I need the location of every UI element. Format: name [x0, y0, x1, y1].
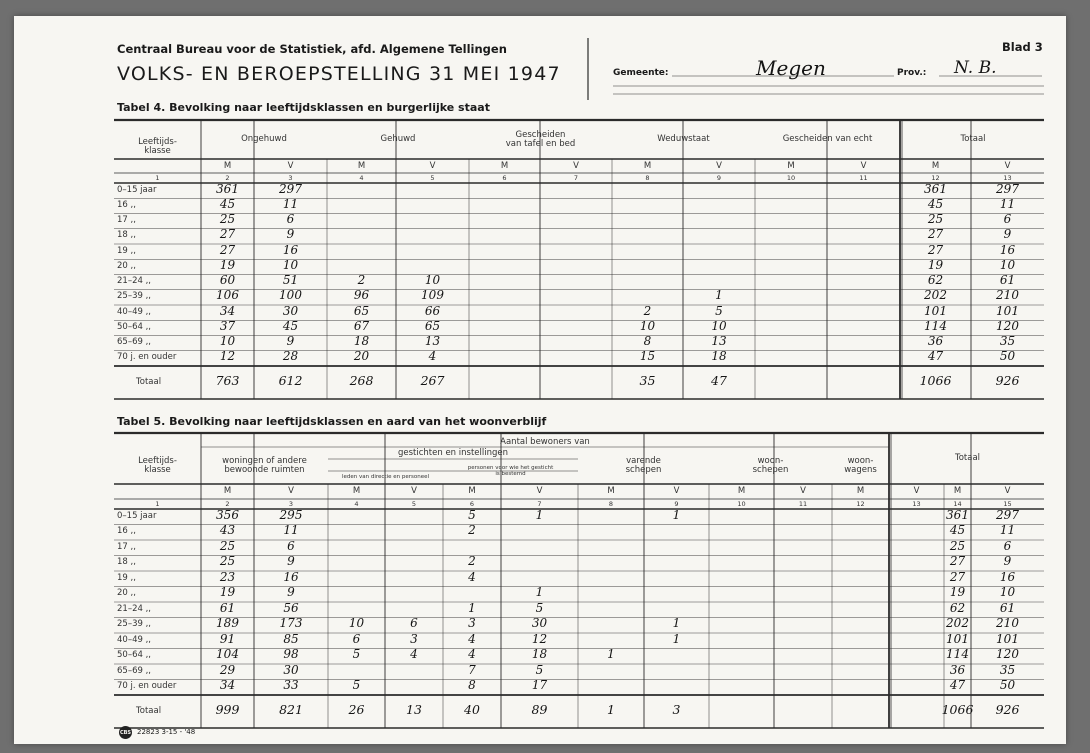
table5-value-cell: 1: [535, 507, 544, 522]
table5-value-cell: 1: [468, 600, 476, 615]
table5-value-cell: 50: [999, 678, 1016, 693]
table5-value-cell: 101: [946, 631, 969, 646]
table4-value-cell: 114: [924, 318, 947, 333]
table5-value-cell: 3: [410, 631, 418, 646]
table4-value-cell: 1: [715, 288, 723, 303]
table5-value-cell: 295: [279, 507, 303, 522]
table4-value-cell: 6: [286, 212, 295, 227]
table5-value-cell: 210: [996, 616, 1019, 631]
table5-group-header: woningen of andere bewoonde ruimten: [222, 455, 307, 475]
table4-value-cell: 96: [353, 288, 370, 303]
table4-col-number: 11: [859, 173, 868, 182]
table5-value-cell: 6: [1003, 538, 1012, 553]
table4-title: Tabel 4. Bevolking naar leeftijdsklassen en burgerlijke staat: [117, 101, 490, 114]
table4-col-number: 4: [359, 173, 364, 182]
table5-value-cell: 173: [279, 616, 303, 631]
table5-age-label: 40–49 ,,: [117, 634, 151, 645]
table5-value-cell: 10: [999, 585, 1016, 600]
table4-value-cell: 6: [1003, 212, 1012, 227]
table5-sex-label: V: [536, 486, 543, 497]
table5-col-number: 8: [608, 499, 614, 508]
table4-total-cell: 268: [349, 372, 374, 388]
table5-value-cell: 62: [949, 600, 966, 615]
table5-age-label: 21–24 ,,: [117, 603, 151, 614]
table5-col-number: 14: [953, 499, 962, 508]
table4-value-cell: 16: [282, 242, 299, 257]
table5-col-number: 6: [469, 499, 475, 508]
table5-value-cell: 11: [999, 523, 1016, 538]
table4-value-cell: 4: [428, 349, 437, 364]
table5-value-cell: 36: [949, 662, 966, 677]
table4-value-cell: 297: [279, 181, 302, 196]
table5-value-cell: 1: [672, 616, 681, 631]
table5-sex-label: V: [913, 486, 920, 497]
table4-value-cell: 60: [219, 273, 236, 288]
table4-value-cell: 101: [924, 303, 947, 318]
table4-sex-label: V: [429, 160, 436, 171]
table4-value-cell: 9: [1003, 227, 1012, 242]
table4-col-number: 5: [430, 173, 435, 182]
table5-value-cell: 3: [468, 616, 476, 631]
table5-value-cell: 4: [468, 647, 476, 662]
table5-col-number: 3: [288, 499, 294, 508]
table4-sex-label: M: [357, 160, 366, 171]
table5-value-cell: 34: [219, 678, 236, 693]
table5-value-cell: 19: [949, 585, 966, 600]
cbs-logo: CBS: [119, 726, 132, 739]
table5-value-cell: 33: [283, 678, 299, 693]
table4-group-header: Weduwstaat: [657, 134, 710, 145]
table4-value-cell: 61: [999, 273, 1016, 288]
table5-age-header: Leeftijds- klasse: [138, 456, 177, 475]
table5-col-number: 5: [411, 499, 417, 508]
table4-total-cell: 1066: [919, 372, 952, 388]
table5-value-cell: 61: [999, 600, 1016, 615]
table4-total-cell: 35: [639, 372, 656, 388]
table5-value-cell: 114: [946, 647, 969, 662]
province-value: N. B.: [954, 58, 997, 78]
table5-value-cell: 27: [949, 569, 966, 584]
table5-sex-label: M: [737, 486, 746, 497]
table5-value-cell: 9: [287, 585, 295, 600]
table5-value-cell: 12: [531, 631, 548, 646]
table5-age-label: 17 ,,: [117, 541, 136, 552]
table4-age-label: 21–24 ,,: [117, 276, 151, 287]
table5-age-label: 25–39 ,,: [117, 619, 151, 630]
table5-value-cell: 25: [219, 538, 236, 553]
table5-value-cell: 30: [283, 662, 299, 677]
table5-value-cell: 5: [352, 647, 361, 662]
table5-sex-label: V: [800, 486, 806, 497]
table5-col-number: 9: [674, 499, 679, 508]
table5-value-cell: 2: [468, 554, 476, 569]
table5-value-cell: 91: [219, 631, 236, 646]
table4-sex-label: V: [573, 160, 579, 171]
table5-value-cell: 56: [283, 600, 299, 615]
table5-value-cell: 61: [219, 600, 236, 615]
table4-value-cell: 65: [353, 303, 370, 318]
table4-value-cell: 120: [996, 318, 1019, 333]
table4-value-cell: 12: [219, 349, 236, 364]
table4-group-header: Gescheiden van tafel en bed: [505, 129, 576, 149]
table4-value-cell: 15: [639, 349, 656, 364]
table5-sex-label: M: [352, 486, 361, 497]
table5-sex-label: V: [411, 486, 417, 497]
table5-value-cell: 5: [535, 600, 544, 615]
table5-value-cell: 1: [607, 647, 615, 662]
table4-total-cell: 47: [711, 372, 727, 388]
table5-value-cell: 8: [468, 678, 476, 693]
table4-col-number: 6: [502, 173, 507, 182]
table5-value-cell: 30: [531, 616, 548, 631]
table5-value-cell: 1: [672, 507, 681, 522]
table5-age-label: 18 ,,: [117, 557, 136, 568]
table5-value-cell: 18: [531, 647, 548, 662]
table5-value-cell: 35: [999, 662, 1016, 677]
table5-value-cell: 47: [949, 678, 966, 693]
table4-sex-label: M: [931, 160, 940, 171]
table5-value-cell: 189: [216, 616, 239, 631]
table4-value-cell: 2: [357, 273, 366, 288]
table5-sex-label: M: [607, 486, 615, 497]
table4-value-cell: 67: [353, 318, 370, 333]
table5-group-header: gestichten en instellingen: [397, 447, 508, 458]
table4-total-cell: 612: [278, 372, 303, 388]
table5-value-cell: 5: [352, 678, 361, 693]
table5-total-cell: 26: [348, 701, 365, 717]
table4-age-label: 16 ,,: [117, 199, 136, 210]
table4-total-cell: 267: [420, 372, 445, 388]
table4-value-cell: 62: [927, 273, 944, 288]
table5-age-label: 16 ,,: [117, 526, 136, 537]
table5-col-number: 13: [912, 499, 921, 508]
table5-sex-label: V: [288, 486, 294, 497]
table4-age-label: 65–69 ,,: [117, 337, 151, 348]
table5-value-cell: 7: [468, 662, 476, 677]
table5-value-cell: 29: [219, 662, 236, 677]
table5-col-number: 11: [798, 499, 808, 508]
table5-total-label: Totaal: [136, 705, 162, 716]
table4-col-number: 2: [225, 173, 230, 182]
table4-value-cell: 10: [219, 334, 236, 349]
table4-total-cell: 926: [995, 372, 1020, 388]
table5-value-cell: 2: [468, 523, 476, 538]
table4-value-cell: 5: [715, 303, 723, 318]
table4-value-cell: 106: [216, 288, 239, 303]
table4-value-cell: 27: [219, 242, 236, 257]
gemeente-value: Megen: [756, 56, 826, 80]
table4-value-cell: 30: [282, 303, 299, 318]
table5-age-label: 65–69 ,,: [117, 665, 151, 676]
table4-value-cell: 65: [424, 318, 441, 333]
table5-group-header: varende schepen: [625, 455, 662, 475]
table4-value-cell: 16: [999, 242, 1016, 257]
print-code: 22823 3-15 - '48: [137, 728, 196, 736]
table5-sex-label: V: [673, 486, 680, 497]
table5-total-cell: 3: [672, 701, 681, 717]
table5-value-cell: 43: [219, 523, 236, 538]
table5-value-cell: 11: [283, 523, 299, 538]
table4-value-cell: 45: [927, 196, 944, 211]
table4-value-cell: 27: [219, 227, 236, 242]
table4-value-cell: 13: [711, 334, 727, 349]
table5-value-cell: 17: [531, 678, 548, 693]
table5-super-header: Aantal bewoners van: [500, 436, 590, 447]
table4-value-cell: 10: [639, 318, 656, 333]
table5-value-cell: 98: [283, 647, 299, 662]
table5-sex-label: M: [953, 486, 962, 497]
table4-age-label: 50–64 ,,: [117, 321, 151, 332]
table4-value-cell: 8: [643, 334, 652, 349]
table4-value-cell: 202: [924, 288, 947, 303]
table5-value-cell: 120: [996, 647, 1019, 662]
table5-group-header: woon- wagens: [844, 455, 877, 475]
table4-group-header: Totaal: [960, 134, 986, 145]
table4-value-cell: 361: [216, 181, 239, 196]
sheet-number: Blad 3: [1002, 40, 1043, 54]
table4-group-header: Gehuwd: [380, 134, 416, 145]
table5-subgroup-header: leden van directie en personeel: [341, 473, 430, 480]
table5-group-header: Totaal: [954, 453, 981, 464]
table4-value-cell: 210: [996, 288, 1019, 303]
table5-value-cell: 6: [410, 616, 418, 631]
table4-value-cell: 9: [286, 227, 295, 242]
table4-value-cell: 109: [421, 288, 444, 303]
table4-sex-label: V: [287, 160, 294, 171]
table4-age-header: Leeftijds- klasse: [138, 136, 177, 156]
table4-value-cell: 13: [424, 334, 441, 349]
table4-col-number: 9: [716, 173, 722, 182]
table4-value-cell: 19: [219, 257, 236, 272]
table5-col-number: 4: [354, 499, 359, 508]
table4-age-label: 0–15 jaar: [117, 184, 157, 195]
table5-value-cell: 356: [216, 507, 239, 522]
table5-sex-label: M: [223, 486, 232, 497]
table4-value-cell: 28: [282, 349, 299, 364]
table4-value-cell: 25: [219, 212, 236, 227]
table5-total-cell: 821: [279, 701, 303, 717]
table4-value-cell: 18: [353, 334, 370, 349]
table5-col-number: 10: [737, 499, 746, 508]
table4-age-label: 40–49 ,,: [117, 306, 151, 317]
table5-value-cell: 9: [1003, 554, 1012, 569]
table5-value-cell: 4: [410, 647, 418, 662]
table4-value-cell: 37: [219, 318, 236, 333]
table4-sex-label: V: [860, 160, 867, 171]
table4-group-header: Gescheiden van echt: [782, 134, 873, 145]
census-form-sheet: [14, 16, 1066, 744]
table5-value-cell: 5: [535, 662, 544, 677]
table4-col-number: 3: [288, 173, 293, 182]
census-title: VOLKS- EN BEROEPSTELLING 31 MEI 1947: [117, 63, 561, 85]
table5-value-cell: 1: [672, 631, 681, 646]
table4-age-label: 17 ,,: [117, 215, 136, 226]
table5-subgroup-header: personen voor wie het gesticht is bestemd: [467, 464, 554, 477]
table5-value-cell: 10: [348, 616, 365, 631]
table4-age-label: 25–39 ,,: [117, 291, 151, 302]
table4-value-cell: 19: [927, 257, 944, 272]
table5-col-number: 7: [537, 499, 542, 508]
table5-total-cell: 926: [995, 701, 1020, 717]
table4-sex-label: V: [716, 160, 722, 171]
table4-value-cell: 45: [219, 196, 236, 211]
gemeente-label: Gemeente:: [613, 68, 669, 78]
table5-value-cell: 1: [535, 585, 544, 600]
table4-value-cell: 45: [282, 318, 299, 333]
table5-value-cell: 85: [283, 631, 299, 646]
table4-value-cell: 10: [711, 318, 727, 333]
table5-age-label: 19 ,,: [117, 572, 136, 583]
table5-value-cell: 297: [996, 507, 1019, 522]
table4-value-cell: 101: [996, 303, 1019, 318]
table5-sex-label: V: [1004, 486, 1011, 497]
table5-title: Tabel 5. Bevolking naar leeftijdsklassen en aard van het woonverblijf: [117, 415, 547, 428]
table4-value-cell: 297: [996, 181, 1019, 196]
table4-col-number: 1: [155, 173, 160, 182]
table5-value-cell: 9: [287, 554, 295, 569]
table4-value-cell: 10: [424, 273, 441, 288]
table4-value-cell: 34: [219, 303, 236, 318]
table5-age-label: 20 ,,: [117, 588, 136, 599]
table5-value-cell: 23: [219, 569, 236, 584]
table5-sex-label: M: [468, 486, 476, 497]
table4-sex-label: M: [643, 160, 652, 171]
table4-value-cell: 51: [282, 273, 299, 288]
table4-age-label: 19 ,,: [117, 245, 136, 256]
table5-age-label: 0–15 jaar: [117, 510, 157, 521]
table4-sex-label: M: [787, 160, 795, 171]
table5-total-cell: 40: [464, 701, 480, 717]
table4-value-cell: 50: [999, 349, 1016, 364]
table4-sex-label: V: [1004, 160, 1011, 171]
table4-value-cell: 35: [999, 334, 1016, 349]
table4-value-cell: 10: [999, 257, 1016, 272]
table5-value-cell: 27: [949, 554, 966, 569]
table4-value-cell: 10: [282, 257, 299, 272]
table4-value-cell: 47: [927, 349, 944, 364]
table5-value-cell: 202: [946, 616, 969, 631]
table5-value-cell: 25: [219, 554, 236, 569]
table4-sex-label: M: [500, 160, 509, 171]
table5-age-label: 70 j. en ouder: [117, 681, 177, 692]
table4-value-cell: 66: [424, 303, 441, 318]
table5-value-cell: 4: [468, 569, 476, 584]
table5-col-number: 1: [155, 499, 160, 508]
table4-age-label: 20 ,,: [117, 260, 136, 271]
table5-value-cell: 101: [996, 631, 1019, 646]
table5-age-label: 50–64 ,,: [117, 650, 151, 661]
table4-col-number: 7: [573, 173, 579, 182]
table5-total-cell: 999: [215, 701, 240, 717]
table5-value-cell: 19: [219, 585, 236, 600]
table5-value-cell: 5: [468, 507, 476, 522]
table5-value-cell: 361: [946, 507, 969, 522]
table4-sex-label: M: [223, 160, 232, 171]
table4-value-cell: 25: [927, 212, 944, 227]
table5-total-cell: 13: [406, 701, 422, 717]
table4-age-label: 70 j. en ouder: [117, 352, 177, 363]
table5-value-cell: 16: [283, 569, 299, 584]
table4-col-number: 12: [931, 173, 940, 182]
table5-col-number: 2: [225, 499, 230, 508]
table5-col-number: 12: [856, 499, 865, 508]
table5-value-cell: 16: [999, 569, 1016, 584]
table4-col-number: 10: [786, 173, 796, 182]
table4-value-cell: 11: [282, 196, 299, 211]
table4-value-cell: 36: [927, 334, 944, 349]
table4-value-cell: 11: [999, 196, 1016, 211]
table5-total-cell: 89: [531, 701, 548, 717]
table5-value-cell: 6: [287, 538, 295, 553]
bureau-name: Centraal Bureau voor de Statistiek, afd. Algemene Tellingen: [117, 42, 507, 56]
table4-value-cell: 2: [643, 303, 652, 318]
table4-value-cell: 20: [353, 349, 370, 364]
table4-value-cell: 18: [711, 349, 727, 364]
province-label: Prov.:: [897, 68, 927, 78]
table5-total-cell: 1066: [941, 701, 974, 717]
table4-age-label: 18 ,,: [117, 230, 136, 241]
table5-value-cell: 6: [352, 631, 361, 646]
table5-sex-label: M: [856, 486, 865, 497]
table4-value-cell: 361: [924, 181, 947, 196]
table4-group-header: Ongehuwd: [241, 134, 287, 145]
table4-value-cell: 27: [927, 242, 944, 257]
table4-value-cell: 27: [927, 227, 944, 242]
table4-col-number: 8: [645, 173, 650, 182]
table4-value-cell: 9: [286, 334, 295, 349]
table5-group-header: woon- schepen: [752, 455, 789, 475]
table4-col-number: 13: [1003, 173, 1012, 182]
table5-total-cell: 1: [607, 701, 615, 717]
table5-value-cell: 45: [949, 523, 966, 538]
table4-value-cell: 100: [279, 288, 302, 303]
table4-total-cell: 763: [215, 372, 240, 388]
table5-value-cell: 4: [468, 631, 476, 646]
table5-col-number: 15: [1003, 499, 1012, 508]
table5-value-cell: 25: [949, 538, 966, 553]
table4-total-label: Totaal: [136, 376, 162, 387]
table5-value-cell: 104: [216, 647, 239, 662]
